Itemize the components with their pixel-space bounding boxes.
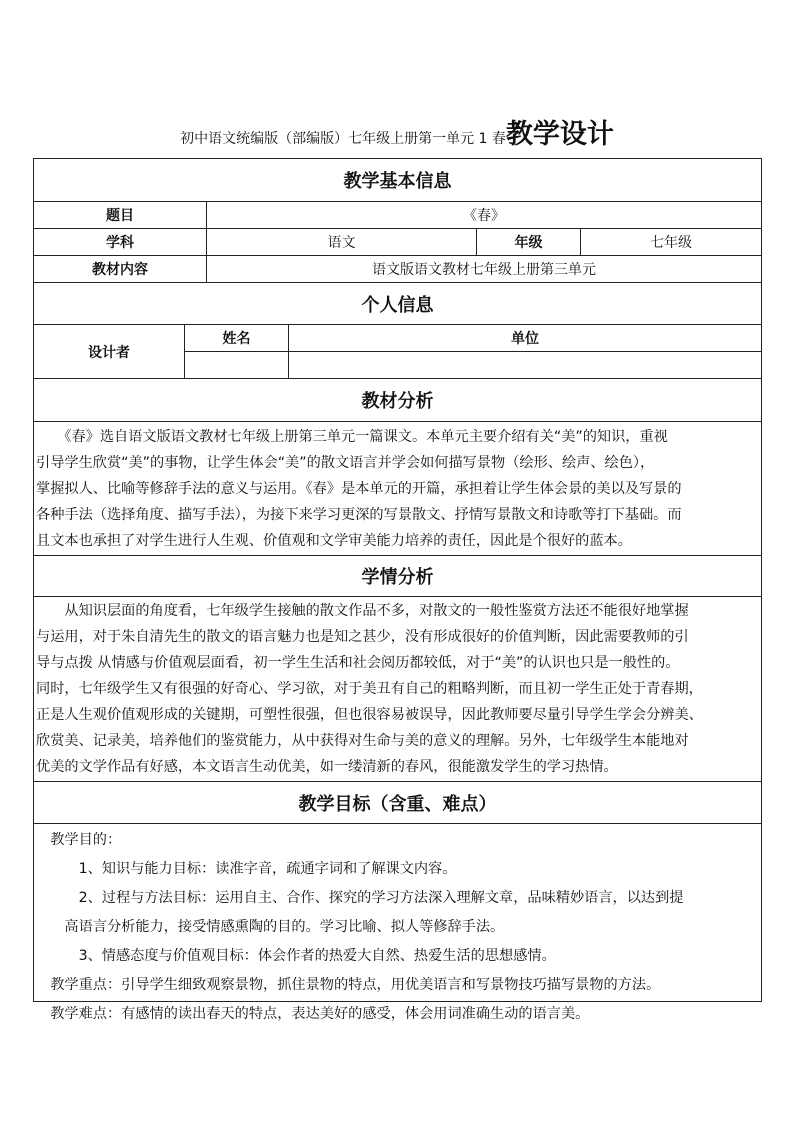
student-analysis-text [34, 598, 761, 780]
material-label: 教材内容 [92, 262, 148, 278]
objectives-line: 3、情感态度与价值观目标：体会作者的热爱大自然、热爱生活的思想感情。 [36, 948, 556, 964]
objectives-line: 教学重点：引导学生细致观察景物，抓住景物的特点，用优美语言和写景物技巧描写景物的方法。 [36, 977, 661, 993]
basic-info-header-row [34, 159, 761, 202]
material-value: 语文版语文教材七年级上册第三单元 [206, 256, 761, 282]
basic-info-title: 教学基本信息 [343, 171, 452, 192]
name-header: 姓名 [184, 325, 288, 352]
material-analysis-header-row [34, 379, 761, 422]
material-analysis-line: 掌握拟人、比喻等修辞手法的意义与运用。《春》是本单元的开篇，承担着让学生体会景的美以及写景的 [36, 481, 682, 497]
student-analysis-line: 从知识层面的角度看，七年级学生接触的散文作品不多，对散文的一般性鉴赏方法还不能很好地掌握 [36, 603, 689, 619]
material-analysis-text [34, 424, 761, 554]
subject-row [34, 229, 761, 256]
material-analysis-line: 且文本也承担了对学生进行人生观、价值观和文学审美能力培养的责任，因此是个很好的蓝本。 [36, 533, 632, 549]
student-analysis-line: 导与点拨 从情感与价值观层面看，初一学生生活和社会阅历都较低，对于“美”的认识也只是一般性的。 [36, 655, 680, 671]
student-analysis-line: 与运用，对于朱自清先生的散文的语言魅力也是知之甚少，没有形成很好的价值判断，因此需要教师的引 [36, 629, 689, 645]
document-title [0, 112, 794, 151]
document-title-prefix: 初中语文统编版（部编版）七年级上册第一单元 1 春 [180, 131, 506, 147]
designer-label: 设计者 [88, 344, 130, 361]
topic-label: 题目 [106, 208, 134, 224]
topic-value: 《春》 [206, 202, 761, 228]
objectives-line: 2、过程与方法目标：运用自主、合作、探究的学习方法深入理解文章，品味精妙语言，以达到提 [36, 890, 684, 906]
name-value [184, 352, 288, 379]
objectives-header-row [34, 782, 761, 824]
student-analysis-line: 同时，七年级学生又有很强的好奇心、学习欲，对于美丑有自己的粗略判断，而且初一学生正处于青春期， [36, 681, 703, 697]
subject-label: 学科 [106, 235, 134, 251]
student-analysis-line: 优美的文学作品有好感，本文语言生动优美，如一缕清新的春风，很能激发学生的学习热情。 [36, 759, 618, 775]
student-analysis-line: 正是人生观价值观形成的关键期，可塑性很强，但也很容易被误导，因此教师要尽量引导学生学会分辨美、 [36, 707, 703, 723]
designer-row [34, 325, 761, 379]
objectives-line: 1、知识与能力目标：读准字音，疏通字词和了解课文内容。 [36, 861, 457, 877]
material-analysis-line: 引导学生欣赏“美”的事物，让学生体会“美”的散文语言并学会如何描写景物（绘形、绘声、绘色）， [36, 455, 655, 471]
topic-row [34, 202, 761, 229]
material-analysis-line: 《春》选自语文版语文教材七年级上册第三单元一篇课文。本单元主要介绍有关“美”的知识，重视 [36, 429, 668, 445]
student-analysis-title: 学情分析 [361, 567, 434, 588]
unit-header: 单位 [288, 325, 761, 352]
student-analysis-header-row [34, 556, 761, 597]
grade-value: 七年级 [580, 229, 761, 255]
grade-label: 年级 [476, 229, 580, 255]
objectives-line: 教学难点：有感情的读出春天的特点，表达美好的感受，体会用词准确生动的语言美。 [36, 1006, 590, 1022]
objectives-line: 高语言分析能力，接受情感熏陶的目的。学习比喻、拟人等修辞手法。 [36, 919, 505, 935]
lesson-plan-table [33, 158, 762, 1022]
material-analysis-title: 教材分析 [361, 391, 434, 412]
objectives-text [34, 826, 761, 1029]
material-analysis-body [34, 422, 761, 556]
personal-info-title: 个人信息 [361, 294, 434, 316]
document-title-main: 教学设计 [505, 119, 614, 150]
objectives-line: 教学目的： [36, 832, 122, 848]
student-analysis-line: 欣赏美、记录美，培养他们的鉴赏能力，从中获得对生命与美的意义的理解。另外，七年级学生本能地对 [36, 733, 689, 749]
personal-info-header-row [34, 283, 761, 325]
objectives-title: 教学目标（含重、难点） [298, 793, 497, 815]
material-row [34, 256, 761, 283]
subject-value: 语文 [206, 229, 476, 255]
material-analysis-line: 各种手法（选择角度、描写手法），为接下来学习更深的写景散文、抒情写景散文和诗歌等打下基础。而 [36, 507, 682, 523]
student-analysis-body [34, 597, 761, 782]
unit-value [288, 352, 761, 379]
